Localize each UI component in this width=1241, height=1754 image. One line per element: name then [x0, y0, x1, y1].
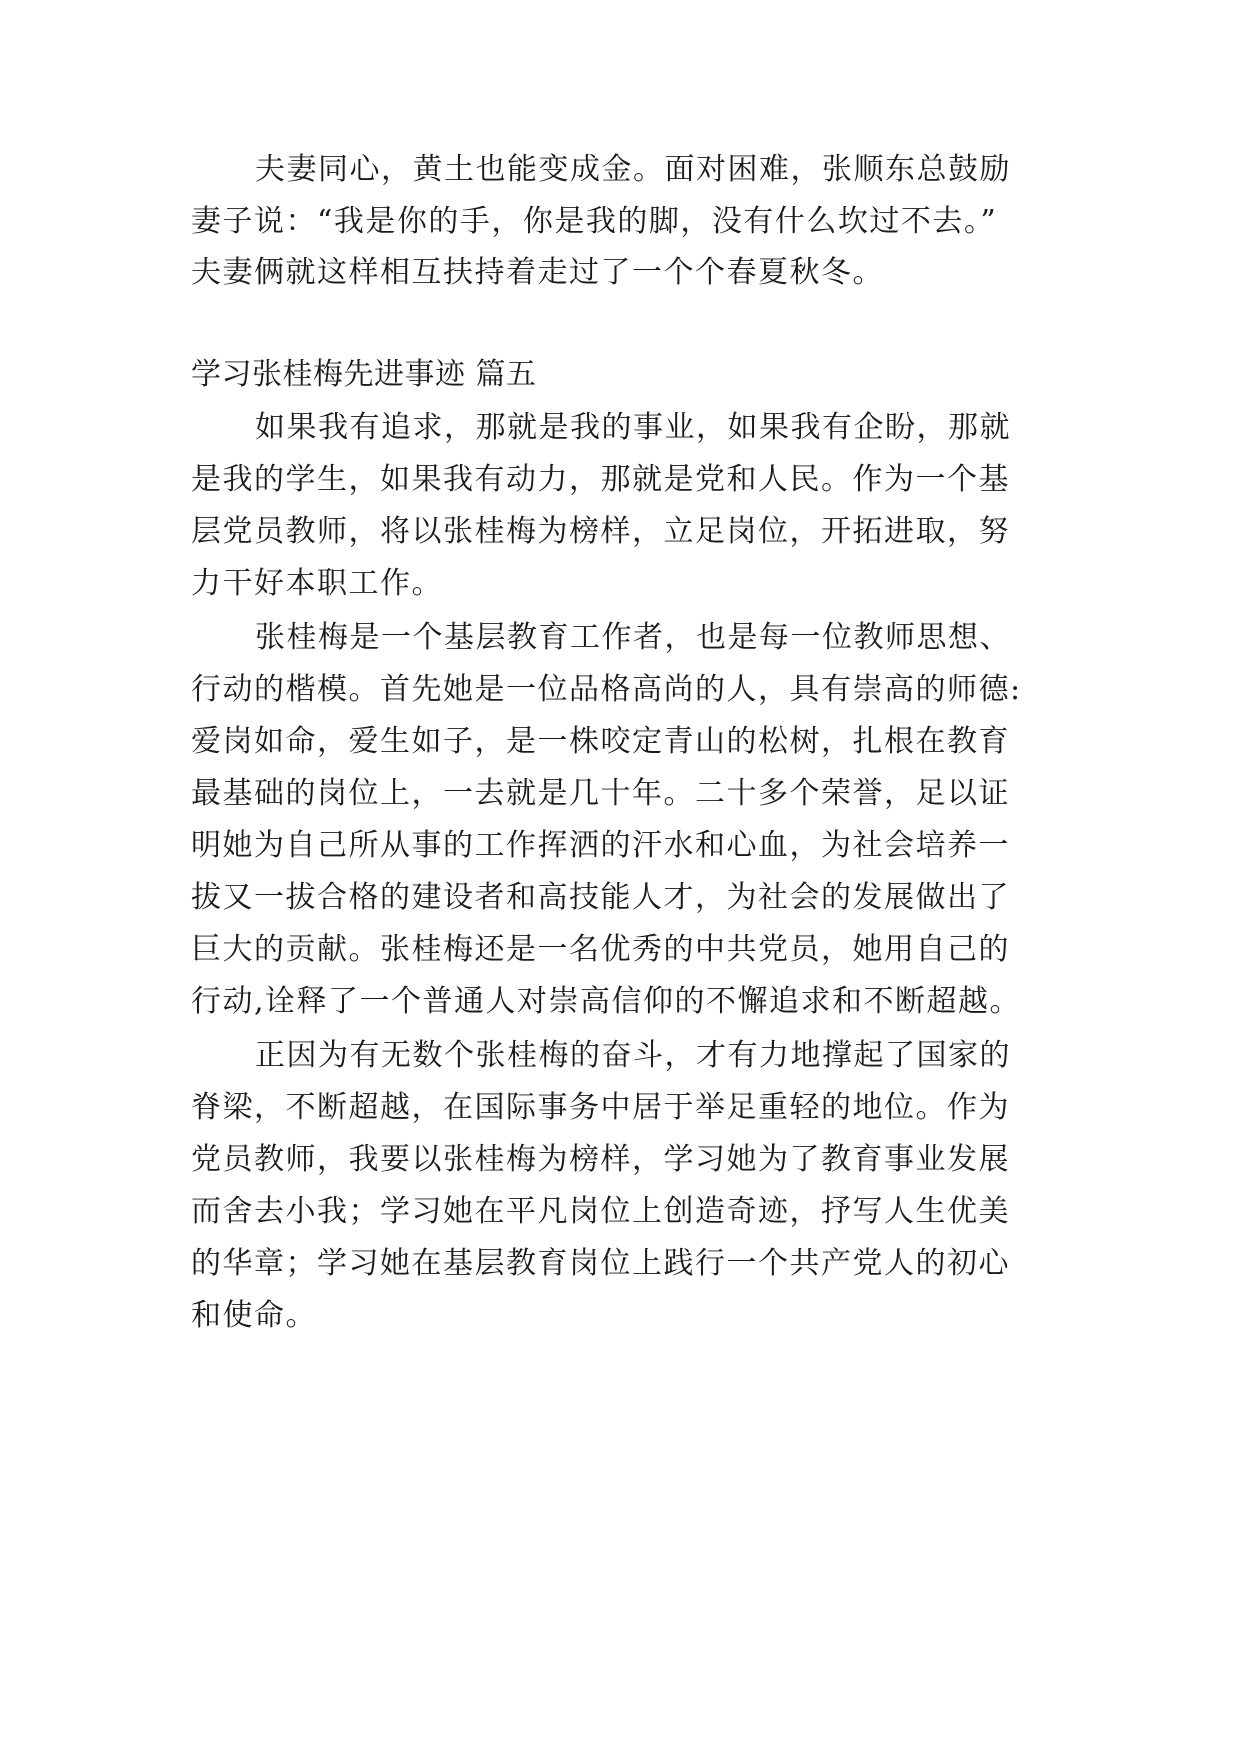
paragraph-line: 党员教师，我要以张桂梅为榜样，学习她为了教育事业发展: [191, 1142, 1010, 1177]
paragraph-line: 正因为有无数个张桂梅的奋斗，才有力地撑起了国家的: [255, 1038, 1011, 1073]
paragraph-line: 行动,诠释了一个普通人对崇高信仰的不懈追求和不断超越。: [191, 984, 1022, 1019]
paragraph-line: 巨大的贡献。张桂梅还是一名优秀的中共党员，她用自己的: [191, 932, 1010, 967]
paragraph-line: 夫妻同心，黄土也能变成金。面对困难，张顺东总鼓励: [255, 152, 1011, 187]
paragraph-line: 明她为自己所从事的工作挥洒的汗水和心血，为社会培养一: [191, 828, 1010, 863]
paragraph-line: 拔又一拔合格的建设者和高技能人才，为社会的发展做出了: [191, 880, 1010, 915]
paragraph-line: 最基础的岗位上，一去就是几十年。二十多个荣誉，足以证: [191, 776, 1010, 811]
paragraph-line: 行动的楷模。首先她是一位品格高尚的人，具有崇高的师德:: [191, 672, 1022, 707]
paragraph-line: 和使命。: [191, 1298, 317, 1333]
paragraph-line: 夫妻俩就这样相互扶持着走过了一个个春夏秋冬。: [191, 255, 884, 290]
paragraph-line: 层党员教师，将以张桂梅为榜样，立足岗位，开拓进取，努: [191, 514, 1010, 549]
paragraph-line: 是我的学生，如果我有动力，那就是党和人民。作为一个基: [191, 462, 1010, 497]
section-heading: 学习张桂梅先进事迹 篇五: [191, 357, 537, 392]
paragraph-line: 脊梁，不断超越，在国际事务中居于举足重轻的地位。作为: [191, 1090, 1010, 1125]
paragraph-line: 妻子说：“我是你的手，你是我的脚，没有什么坎过不去。”: [191, 204, 998, 239]
paragraph-line: 张桂梅是一个基层教育工作者，也是每一位教师思想、: [255, 620, 1011, 655]
paragraph-line: 而舍去小我；学习她在平凡岗位上创造奇迹，抒写人生优美: [191, 1194, 1010, 1229]
paragraph-line: 的华章；学习她在基层教育岗位上践行一个共产党人的初心: [191, 1246, 1010, 1281]
paragraph-line: 如果我有追求，那就是我的事业，如果我有企盼，那就: [255, 410, 1011, 445]
paragraph-line: 爱岗如命，爱生如子，是一株咬定青山的松树，扎根在教育: [191, 724, 1010, 759]
paragraph-line: 力干好本职工作。: [191, 566, 443, 601]
